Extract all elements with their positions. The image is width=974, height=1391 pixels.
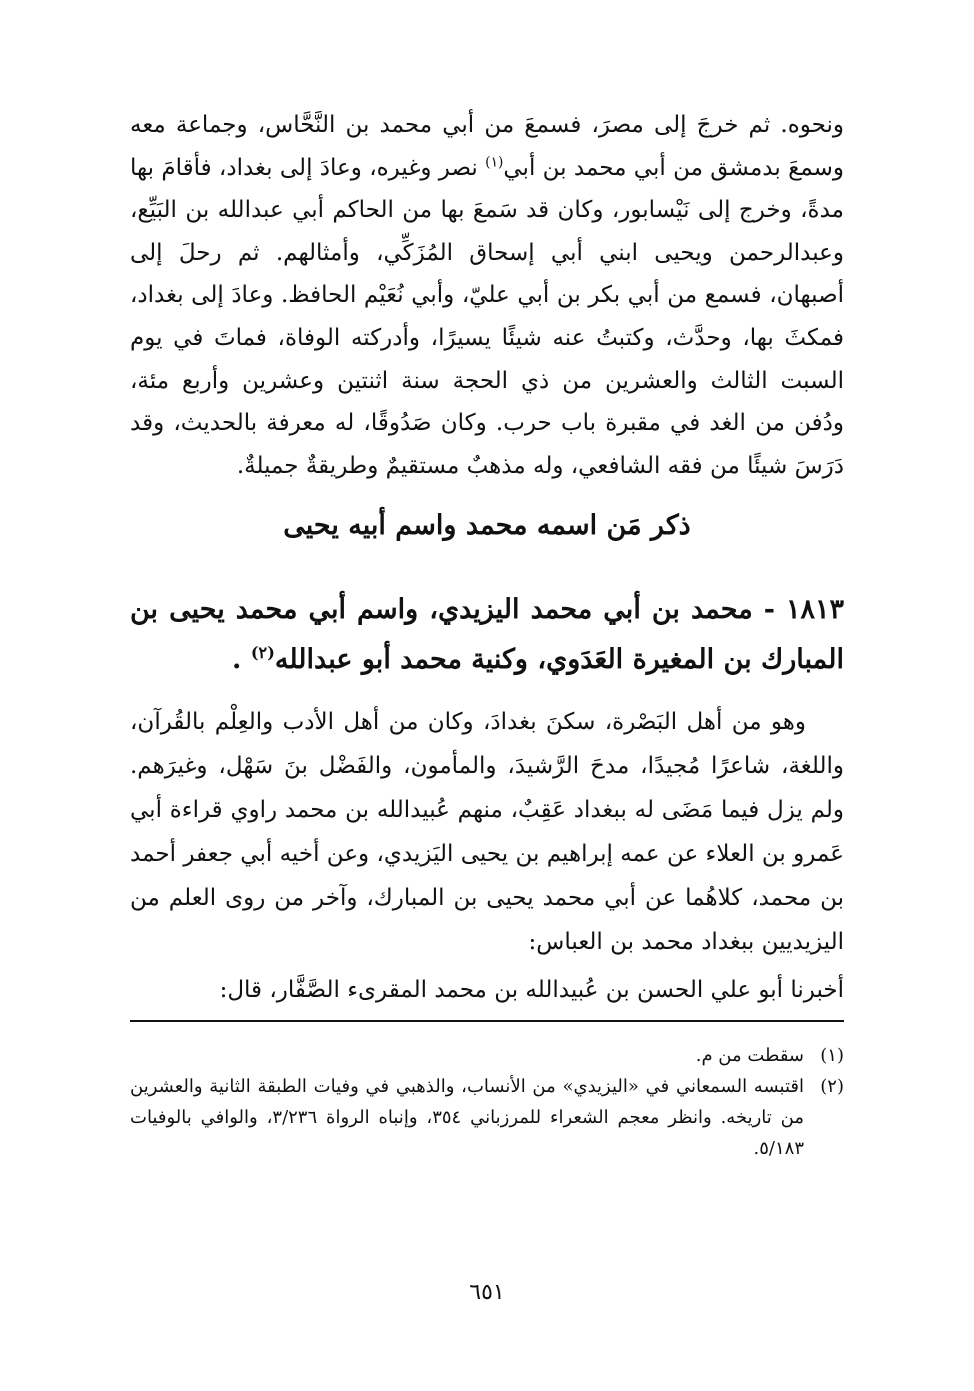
entry-title: محمد بن أبي محمد اليزيدي، واسم أبي محمد يحيى بن المبارك بن المغيرة العَدَوي، وكنية محمد أبو عبدالله [130,594,844,675]
footnote-item [130,1071,844,1164]
body-paragraph [130,104,844,487]
footnote-text: سقطت من م. [695,1045,804,1066]
body-text-continued: نصر وغيره، وعادَ إلى بغداد، فأقامَ بها مدةً، وخرج إلى نَيْسابور، وكان قد سَمعَ بها من الحاكم أبي عبدالله بن البَيِّع، وعبدالرحمن ويحيى ابني أبي إسحاق المُزَكِّي، وأمثالهم. ثم رحلَ إلى أصبهان، فسمع من أبي بكر بن أبي عليّ، وأبي نُعَيْم الحافظ. وعادَ إلى بغداد، فمكثَ بها، وحدَّث، وكتبتُ عنه شيئًا يسيرًا، وأدركته الوفاة، فماتَ في يوم السبت الثالث والعشرين من ذي الحجة سنة اثنتين وعشرين وأربع مئة، ودُفن من الغد في مقبرة باب حرب. وكان صَدُوقًا، له معرفة بالحديث، وقد دَرَسَ شيئًا من فقه الشافعي، وله مذهبٌ مستقيمٌ وطريقةٌ جميلةٌ. [130,154,844,479]
footnote-ref-1: (١) [485,153,504,170]
footnote-ref-2: (٢) [250,643,275,662]
footnote-text: اقتبسه السمعاني في «اليزيدي» من الأنساب، والذهبي في وفيات الطبقة الثانية والعشرين من تاريخه. وانظر معجم الشعراء للمرزباني ٣٥٤، وإنباه الرواة ٣/٢٣٦، والوافي بالوفيات ٥/١٨٣. [130,1076,804,1159]
footnotes [130,1040,844,1164]
section-heading: ذكر مَن اسمه محمد واسم أبيه يحيى [283,510,691,541]
entry-end: . [232,644,251,675]
footnote-number: (١) [820,1045,844,1066]
entry-number: ١٨١٣ [785,594,844,625]
footnote-item [130,1040,844,1071]
footnote-separator [130,1020,844,1022]
body-text: ونحوه. ثم خرجَ إلى مصرَ، فسمعَ من أبي محمد بن النَّحَّاس، وجماعة معه وسمعَ بدمشق من أبي محمد بن أبي [130,112,845,181]
footnote-number: (٢) [820,1076,844,1097]
entry-dash: - [752,594,786,625]
transmission-chain: أخبرنا أبو علي الحسن بن عُبيدالله بن محمد المقرىء الصَّفَّار، قال: [219,977,844,1003]
biography-paragraph: وهو من أهل البَصْرة، سكنَ بغدادَ، وكان من أهل الأدب والعِلْم بالقُرآن، واللغة، شاعرًا مُجيدًا، مدحَ الرَّشيدَ، والمأمون، والفَضْل بنَ سَهْل، وغيرَهم. ولم يزل فيما مَضَى له ببغداد عَقِبٌ، منهم عُبيدالله بن محمد راوي قراءة أبي عَمرو بن العلاء عن عمه إبراهيم بن يحيى اليَزيدي، وعن أخيه أبي جعفر أحمد بن محمد، كلاهُما عن أبي محمد يحيى بن المبارك، وآخر من روى العلم من اليزيديين ببغداد محمد بن العباس: [130,709,844,955]
biography-entry-heading [130,585,844,685]
page-number: ٦٥١ [469,1280,505,1305]
